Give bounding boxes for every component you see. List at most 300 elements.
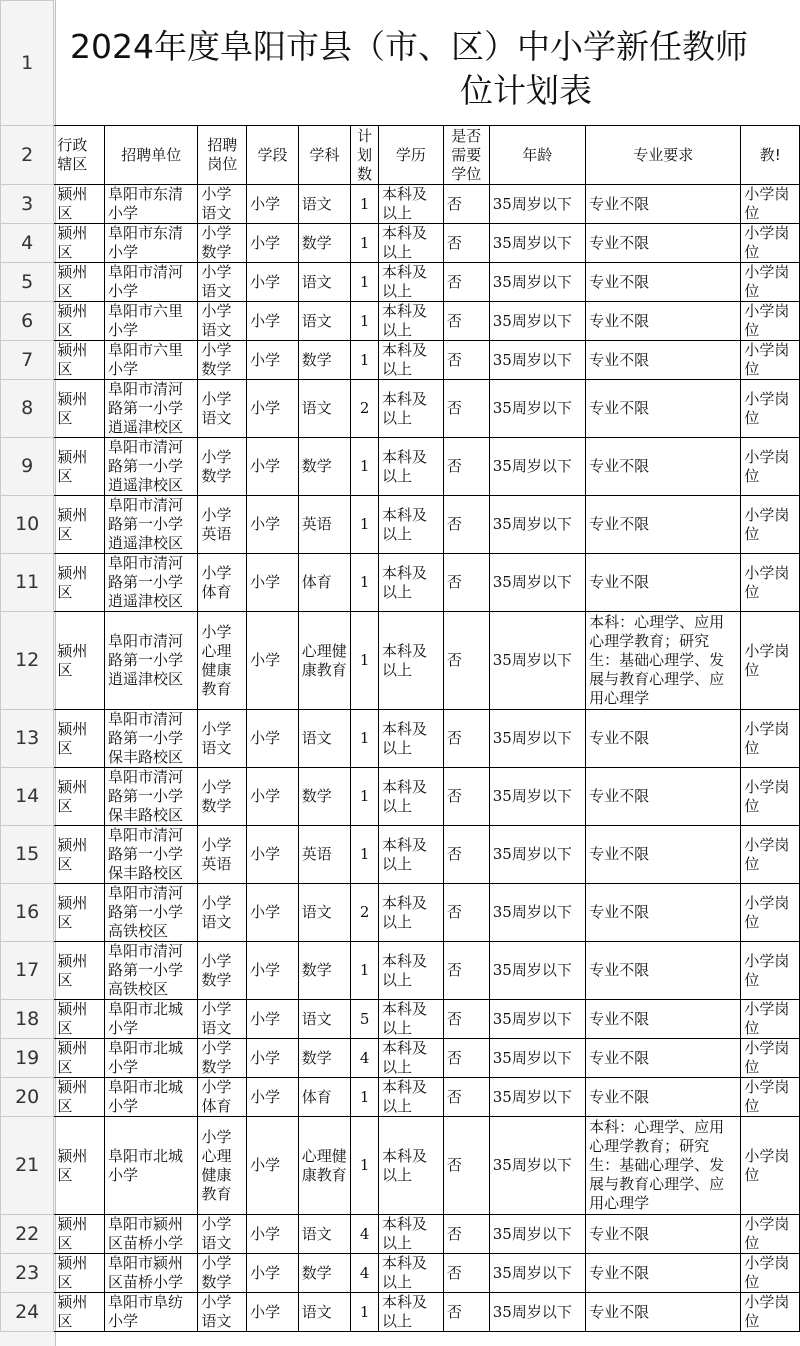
- cell-subject[interactable]: 数学: [298, 438, 351, 496]
- cell-education[interactable]: 本科及以上: [378, 380, 443, 438]
- cell-degree-required[interactable]: 否: [443, 1039, 489, 1078]
- cell-position[interactable]: 小学数学: [198, 341, 247, 380]
- cell-subject[interactable]: 语文: [298, 380, 351, 438]
- table-row: [1, 612, 800, 710]
- cell-stage[interactable]: 小学: [247, 942, 299, 1000]
- cell-plan-count[interactable]: 1: [351, 341, 379, 380]
- row-number[interactable]: 13: [1, 710, 54, 768]
- table-row: [1, 1293, 800, 1332]
- cell-plan-count[interactable]: 1: [351, 826, 379, 884]
- cell-teacher-cert[interactable]: 小学岗位: [741, 185, 800, 224]
- cell-degree-required[interactable]: 否: [443, 826, 489, 884]
- cell-stage[interactable]: 小学: [247, 496, 299, 554]
- header-education[interactable]: 学历: [378, 126, 443, 185]
- cell-age[interactable]: 35周岁以下: [489, 1039, 585, 1078]
- cell-major-requirement[interactable]: 专业不限: [586, 496, 741, 554]
- cell-teacher-cert[interactable]: 小学岗位: [741, 1000, 800, 1039]
- cell-district[interactable]: 颍州区: [54, 942, 105, 1000]
- table-row: [1, 884, 800, 942]
- cell-employer[interactable]: 阜阳市清河路第一小学高铁校区: [104, 884, 198, 942]
- cell-degree-required[interactable]: 否: [443, 438, 489, 496]
- cell-subject[interactable]: 英语: [298, 496, 351, 554]
- cell-employer[interactable]: 阜阳市北城小学: [104, 1039, 198, 1078]
- row-number[interactable]: 24: [1, 1293, 54, 1332]
- row-number[interactable]: 4: [1, 224, 54, 263]
- cell-subject[interactable]: 语文: [298, 710, 351, 768]
- cell-subject[interactable]: 语文: [298, 1215, 351, 1254]
- cell-major-requirement[interactable]: 专业不限: [586, 341, 741, 380]
- cell-subject[interactable]: 语文: [298, 1000, 351, 1039]
- header-subject[interactable]: 学科: [298, 126, 351, 185]
- cell-position[interactable]: 小学语文: [198, 263, 247, 302]
- header-employer[interactable]: 招聘单位: [104, 126, 198, 185]
- cell-employer[interactable]: 阜阳市六里小学: [104, 302, 198, 341]
- cell-stage[interactable]: 小学: [247, 1215, 299, 1254]
- cell-district[interactable]: 颍州区: [54, 768, 105, 826]
- cell-education[interactable]: 本科及以上: [378, 612, 443, 710]
- cell-district[interactable]: 颍州区: [54, 263, 105, 302]
- cell-degree-required[interactable]: 否: [443, 884, 489, 942]
- cell-employer[interactable]: 阜阳市清河路第一小学高铁校区: [104, 942, 198, 1000]
- cell-district[interactable]: 颍州区: [54, 612, 105, 710]
- cell-employer[interactable]: 阜阳市清河路第一小学保丰路校区: [104, 826, 198, 884]
- cell-teacher-cert[interactable]: 小学岗位: [741, 380, 800, 438]
- table-row: [1, 1078, 800, 1117]
- cell-district[interactable]: 颍州区: [54, 710, 105, 768]
- cell-degree-required[interactable]: 否: [443, 768, 489, 826]
- cell-position[interactable]: 小学语文: [198, 185, 247, 224]
- row-number[interactable]: 22: [1, 1215, 54, 1254]
- row-number[interactable]: 1: [1, 1, 54, 126]
- cell-position[interactable]: 小学语文: [198, 884, 247, 942]
- cell-employer[interactable]: 阜阳市清河路第一小学逍遥津校区: [104, 438, 198, 496]
- cell-education[interactable]: 本科及以上: [378, 341, 443, 380]
- cell-age[interactable]: 35周岁以下: [489, 1293, 585, 1332]
- cell-education[interactable]: 本科及以上: [378, 1000, 443, 1039]
- cell-employer[interactable]: 阜阳市北城小学: [104, 1117, 198, 1215]
- cell-employer[interactable]: 阜阳市清河路第一小学逍遥津校区: [104, 554, 198, 612]
- cell-teacher-cert[interactable]: 小学岗位: [741, 1117, 800, 1215]
- cell-major-requirement[interactable]: 专业不限: [586, 1000, 741, 1039]
- cell-age[interactable]: 35周岁以下: [489, 826, 585, 884]
- cell-employer[interactable]: 阜阳市清河路第一小学逍遥津校区: [104, 612, 198, 710]
- cell-degree-required[interactable]: 否: [443, 1215, 489, 1254]
- header-district[interactable]: 行政辖区: [54, 126, 105, 185]
- cell-plan-count[interactable]: 1: [351, 710, 379, 768]
- cell-major-requirement[interactable]: 专业不限: [586, 826, 741, 884]
- table-row: [1, 496, 800, 554]
- cell-age[interactable]: 35周岁以下: [489, 1000, 585, 1039]
- cell-degree-required[interactable]: 否: [443, 1293, 489, 1332]
- cell-stage[interactable]: 小学: [247, 1117, 299, 1215]
- row-number[interactable]: 5: [1, 263, 54, 302]
- cell-stage[interactable]: 小学: [247, 710, 299, 768]
- cell-plan-count[interactable]: 2: [351, 380, 379, 438]
- cell-position[interactable]: 小学体育: [198, 554, 247, 612]
- cell-position[interactable]: 小学数学: [198, 438, 247, 496]
- cell-employer[interactable]: 阜阳市清河路第一小学逍遥津校区: [104, 380, 198, 438]
- cell-plan-count[interactable]: 2: [351, 884, 379, 942]
- cell-district[interactable]: 颍州区: [54, 1215, 105, 1254]
- cell-major-requirement[interactable]: 专业不限: [586, 554, 741, 612]
- header-degree-required[interactable]: 是否需要学位: [443, 126, 489, 185]
- cell-education[interactable]: 本科及以上: [378, 185, 443, 224]
- cell-teacher-cert[interactable]: 小学岗位: [741, 1215, 800, 1254]
- header-teacher-cert[interactable]: 教!: [741, 126, 800, 185]
- cell-teacher-cert[interactable]: 小学岗位: [741, 1293, 800, 1332]
- row-number[interactable]: 2: [1, 126, 54, 185]
- cell-teacher-cert[interactable]: 小学岗位: [741, 1254, 800, 1293]
- row-number[interactable]: 20: [1, 1078, 54, 1117]
- cell-district[interactable]: 颍州区: [54, 1078, 105, 1117]
- cell-degree-required[interactable]: 否: [443, 302, 489, 341]
- cell-teacher-cert[interactable]: 小学岗位: [741, 826, 800, 884]
- table-row: [1, 185, 800, 224]
- table-row: [1, 341, 800, 380]
- cell-district[interactable]: 颍州区: [54, 496, 105, 554]
- cell-employer[interactable]: 阜阳市东清小学: [104, 224, 198, 263]
- cell-education[interactable]: 本科及以上: [378, 302, 443, 341]
- cell-stage[interactable]: 小学: [247, 1078, 299, 1117]
- cell-stage[interactable]: 小学: [247, 438, 299, 496]
- row-number[interactable]: 12: [1, 612, 54, 710]
- cell-plan-count[interactable]: 1: [351, 438, 379, 496]
- cell-education[interactable]: 本科及以上: [378, 1293, 443, 1332]
- cell-subject[interactable]: 语文: [298, 185, 351, 224]
- cell-subject[interactable]: 数学: [298, 768, 351, 826]
- cell-degree-required[interactable]: 否: [443, 1078, 489, 1117]
- cell-position[interactable]: 小学语文: [198, 1293, 247, 1332]
- cell-education[interactable]: 本科及以上: [378, 224, 443, 263]
- cell-plan-count[interactable]: 1: [351, 263, 379, 302]
- cell-teacher-cert[interactable]: 小学岗位: [741, 302, 800, 341]
- table-row: [1, 826, 800, 884]
- cell-subject[interactable]: 数学: [298, 224, 351, 263]
- cell-degree-required[interactable]: 否: [443, 380, 489, 438]
- header-position[interactable]: 招聘岗位: [198, 126, 247, 185]
- cell-position[interactable]: 小学语文: [198, 1215, 247, 1254]
- cell-age[interactable]: 35周岁以下: [489, 1117, 585, 1215]
- cell-age[interactable]: 35周岁以下: [489, 438, 585, 496]
- cell-employer[interactable]: 阜阳市清河路第一小学逍遥津校区: [104, 496, 198, 554]
- cell-subject[interactable]: 数学: [298, 1254, 351, 1293]
- cell-age[interactable]: 35周岁以下: [489, 224, 585, 263]
- cell-teacher-cert[interactable]: 小学岗位: [741, 496, 800, 554]
- row-number[interactable]: 18: [1, 1000, 54, 1039]
- cell-subject[interactable]: 心理健康教育: [298, 1117, 351, 1215]
- cell-position[interactable]: 小学数学: [198, 942, 247, 1000]
- row-number[interactable]: 21: [1, 1117, 54, 1215]
- table-row: [1, 1000, 800, 1039]
- cell-age[interactable]: 35周岁以下: [489, 612, 585, 710]
- cell-position[interactable]: 小学心理健康教育: [198, 612, 247, 710]
- cell-position[interactable]: 小学数学: [198, 1039, 247, 1078]
- header-major-requirement[interactable]: 专业要求: [586, 126, 741, 185]
- cell-age[interactable]: 35周岁以下: [489, 884, 585, 942]
- row-number[interactable]: 7: [1, 341, 54, 380]
- cell-district[interactable]: 颍州区: [54, 826, 105, 884]
- cell-degree-required[interactable]: 否: [443, 496, 489, 554]
- cell-stage[interactable]: 小学: [247, 341, 299, 380]
- cell-major-requirement[interactable]: 专业不限: [586, 224, 741, 263]
- table-row: [1, 554, 800, 612]
- cell-subject[interactable]: 语文: [298, 1293, 351, 1332]
- cell-age[interactable]: 35周岁以下: [489, 341, 585, 380]
- cell-subject[interactable]: 体育: [298, 554, 351, 612]
- cell-district[interactable]: 颍州区: [54, 341, 105, 380]
- cell-age[interactable]: 35周岁以下: [489, 263, 585, 302]
- cell-teacher-cert[interactable]: 小学岗位: [741, 263, 800, 302]
- cell-position[interactable]: 小学心理健康教育: [198, 1117, 247, 1215]
- cell-teacher-cert[interactable]: 小学岗位: [741, 554, 800, 612]
- table-row: [1, 942, 800, 1000]
- row-number[interactable]: 23: [1, 1254, 54, 1293]
- cell-plan-count[interactable]: 5: [351, 1000, 379, 1039]
- cell-major-requirement[interactable]: 专业不限: [586, 438, 741, 496]
- cell-major-requirement[interactable]: 专业不限: [586, 768, 741, 826]
- cell-position[interactable]: 小学语文: [198, 1000, 247, 1039]
- cell-teacher-cert[interactable]: 小学岗位: [741, 341, 800, 380]
- cell-age[interactable]: 35周岁以下: [489, 185, 585, 224]
- cell-education[interactable]: 本科及以上: [378, 438, 443, 496]
- cell-position[interactable]: 小学体育: [198, 1078, 247, 1117]
- cell-teacher-cert[interactable]: 小学岗位: [741, 1039, 800, 1078]
- cell-position[interactable]: 小学英语: [198, 826, 247, 884]
- cell-employer[interactable]: 阜阳市颍州区苗桥小学: [104, 1215, 198, 1254]
- cell-plan-count[interactable]: 4: [351, 1215, 379, 1254]
- cell-major-requirement[interactable]: 专业不限: [586, 1293, 741, 1332]
- cell-plan-count[interactable]: 1: [351, 1293, 379, 1332]
- row-number[interactable]: 14: [1, 768, 54, 826]
- table-row: [1, 1254, 800, 1293]
- header-age[interactable]: 年龄: [489, 126, 585, 185]
- cell-plan-count[interactable]: 1: [351, 612, 379, 710]
- cell-degree-required[interactable]: 否: [443, 185, 489, 224]
- cell-position[interactable]: 小学语文: [198, 380, 247, 438]
- cell-stage[interactable]: 小学: [247, 185, 299, 224]
- cell-major-requirement[interactable]: 专业不限: [586, 1078, 741, 1117]
- cell-education[interactable]: 本科及以上: [378, 496, 443, 554]
- row-number[interactable]: 10: [1, 496, 54, 554]
- cell-plan-count[interactable]: 1: [351, 1117, 379, 1215]
- cell-plan-count[interactable]: 1: [351, 942, 379, 1000]
- cell-age[interactable]: 35周岁以下: [489, 768, 585, 826]
- cell-district[interactable]: 颍州区: [54, 1039, 105, 1078]
- cell-district[interactable]: 颍州区: [54, 185, 105, 224]
- cell-major-requirement[interactable]: 专业不限: [586, 263, 741, 302]
- cell-district[interactable]: 颍州区: [54, 380, 105, 438]
- table-row: [1, 1215, 800, 1254]
- cell-stage[interactable]: 小学: [247, 1000, 299, 1039]
- cell-plan-count[interactable]: 1: [351, 185, 379, 224]
- cell-major-requirement[interactable]: 专业不限: [586, 942, 741, 1000]
- cell-education[interactable]: 本科及以上: [378, 942, 443, 1000]
- table-row: [1, 1039, 800, 1078]
- cell-degree-required[interactable]: 否: [443, 612, 489, 710]
- cell-district[interactable]: 颍州区: [54, 1293, 105, 1332]
- cell-employer[interactable]: 阜阳市北城小学: [104, 1000, 198, 1039]
- cell-teacher-cert[interactable]: 小学岗位: [741, 884, 800, 942]
- row-number[interactable]: 17: [1, 942, 54, 1000]
- cell-teacher-cert[interactable]: 小学岗位: [741, 224, 800, 263]
- cell-district[interactable]: 颍州区: [54, 1254, 105, 1293]
- cell-education[interactable]: 本科及以上: [378, 1039, 443, 1078]
- cell-employer[interactable]: 阜阳市阜纺小学: [104, 1293, 198, 1332]
- row-number[interactable]: 8: [1, 380, 54, 438]
- cell-degree-required[interactable]: 否: [443, 224, 489, 263]
- cell-teacher-cert[interactable]: 小学岗位: [741, 438, 800, 496]
- cell-district[interactable]: 颍州区: [54, 884, 105, 942]
- cell-district[interactable]: 颍州区: [54, 554, 105, 612]
- cell-plan-count[interactable]: 1: [351, 554, 379, 612]
- cell-subject[interactable]: 语文: [298, 263, 351, 302]
- cell-employer[interactable]: 阜阳市六里小学: [104, 341, 198, 380]
- cell-major-requirement[interactable]: 专业不限: [586, 710, 741, 768]
- cell-position[interactable]: 小学语文: [198, 710, 247, 768]
- cell-education[interactable]: 本科及以上: [378, 1254, 443, 1293]
- cell-degree-required[interactable]: 否: [443, 1254, 489, 1293]
- cell-education[interactable]: 本科及以上: [378, 710, 443, 768]
- cell-age[interactable]: 35周岁以下: [489, 302, 585, 341]
- table-row: [1, 224, 800, 263]
- cell-age[interactable]: 35周岁以下: [489, 710, 585, 768]
- header-plan-count[interactable]: 计划数: [351, 126, 379, 185]
- row-number[interactable]: 16: [1, 884, 54, 942]
- cell-stage[interactable]: 小学: [247, 224, 299, 263]
- cell-teacher-cert[interactable]: 小学岗位: [741, 942, 800, 1000]
- cell-district[interactable]: 颍州区: [54, 224, 105, 263]
- cell-stage[interactable]: 小学: [247, 380, 299, 438]
- cell-stage[interactable]: 小学: [247, 826, 299, 884]
- cell-degree-required[interactable]: 否: [443, 1000, 489, 1039]
- cell-plan-count[interactable]: 1: [351, 496, 379, 554]
- cell-stage[interactable]: 小学: [247, 1039, 299, 1078]
- cell-employer[interactable]: 阜阳市北城小学: [104, 1078, 198, 1117]
- cell-district[interactable]: 颍州区: [54, 1117, 105, 1215]
- cell-major-requirement[interactable]: 专业不限: [586, 884, 741, 942]
- cell-employer[interactable]: 阜阳市东清小学: [104, 185, 198, 224]
- cell-plan-count[interactable]: 4: [351, 1254, 379, 1293]
- table-row: [1, 438, 800, 496]
- cell-teacher-cert[interactable]: 小学岗位: [741, 612, 800, 710]
- cell-age[interactable]: 35周岁以下: [489, 554, 585, 612]
- cell-stage[interactable]: 小学: [247, 612, 299, 710]
- cell-degree-required[interactable]: 否: [443, 263, 489, 302]
- row-number[interactable]: 3: [1, 185, 54, 224]
- cell-district[interactable]: 颍州区: [54, 438, 105, 496]
- cell-position[interactable]: 小学数学: [198, 224, 247, 263]
- table-row: [1, 1117, 800, 1215]
- cell-age[interactable]: 35周岁以下: [489, 942, 585, 1000]
- cell-degree-required[interactable]: 否: [443, 710, 489, 768]
- cell-subject[interactable]: 数学: [298, 1039, 351, 1078]
- cell-education[interactable]: 本科及以上: [378, 826, 443, 884]
- cell-plan-count[interactable]: 1: [351, 224, 379, 263]
- cell-degree-required[interactable]: 否: [443, 554, 489, 612]
- cell-employer[interactable]: 阜阳市清河路第一小学保丰路校区: [104, 768, 198, 826]
- cell-age[interactable]: 35周岁以下: [489, 1078, 585, 1117]
- row-number[interactable]: 15: [1, 826, 54, 884]
- page-title: 2024年度阜阳市县（市、区）中小学新任教师: [70, 27, 748, 66]
- cell-subject[interactable]: 体育: [298, 1078, 351, 1117]
- cell-major-requirement[interactable]: 专业不限: [586, 1215, 741, 1254]
- cell-subject[interactable]: 语文: [298, 302, 351, 341]
- cell-position[interactable]: 小学数学: [198, 1254, 247, 1293]
- cell-teacher-cert[interactable]: 小学岗位: [741, 768, 800, 826]
- cell-employer[interactable]: 阜阳市清河小学: [104, 263, 198, 302]
- cell-education[interactable]: 本科及以上: [378, 554, 443, 612]
- cell-degree-required[interactable]: 否: [443, 1117, 489, 1215]
- cell-subject[interactable]: 数学: [298, 942, 351, 1000]
- cell-plan-count[interactable]: 1: [351, 302, 379, 341]
- cell-age[interactable]: 35周岁以下: [489, 1254, 585, 1293]
- cell-subject[interactable]: 英语: [298, 826, 351, 884]
- cell-teacher-cert[interactable]: 小学岗位: [741, 1078, 800, 1117]
- cell-major-requirement[interactable]: 专业不限: [586, 302, 741, 341]
- cell-subject[interactable]: 心理健康教育: [298, 612, 351, 710]
- table-row: [1, 380, 800, 438]
- cell-employer[interactable]: 阜阳市颍州区苗桥小学: [104, 1254, 198, 1293]
- cell-education[interactable]: 本科及以上: [378, 1117, 443, 1215]
- cell-position[interactable]: 小学语文: [198, 302, 247, 341]
- cell-position[interactable]: 小学数学: [198, 768, 247, 826]
- page-title-line2: 位计划表: [460, 71, 592, 110]
- table-row: [1, 768, 800, 826]
- cell-major-requirement[interactable]: 本科：心理学、应用心理学教育；研究生：基础心理学、发展与教育心理学、应用心理学: [586, 1117, 741, 1215]
- cell-stage[interactable]: 小学: [247, 302, 299, 341]
- row-number[interactable]: 11: [1, 554, 54, 612]
- cell-employer[interactable]: 阜阳市清河路第一小学保丰路校区: [104, 710, 198, 768]
- cell-stage[interactable]: 小学: [247, 884, 299, 942]
- cell-age[interactable]: 35周岁以下: [489, 496, 585, 554]
- header-stage[interactable]: 学段: [247, 126, 299, 185]
- row-number[interactable]: 19: [1, 1039, 54, 1078]
- table-row: [1, 263, 800, 302]
- cell-district[interactable]: 颍州区: [54, 302, 105, 341]
- cell-age[interactable]: 35周岁以下: [489, 380, 585, 438]
- cell-district[interactable]: 颍州区: [54, 1000, 105, 1039]
- cell-major-requirement[interactable]: 专业不限: [586, 1254, 741, 1293]
- cell-major-requirement[interactable]: 专业不限: [586, 185, 741, 224]
- table-row: [1, 710, 800, 768]
- cell-stage[interactable]: 小学: [247, 768, 299, 826]
- cell-education[interactable]: 本科及以上: [378, 1078, 443, 1117]
- cell-stage[interactable]: 小学: [247, 1254, 299, 1293]
- cell-education[interactable]: 本科及以上: [378, 768, 443, 826]
- cell-major-requirement[interactable]: 本科：心理学、应用心理学教育；研究生：基础心理学、发展与教育心理学、应用心理学: [586, 612, 741, 710]
- cell-stage[interactable]: 小学: [247, 263, 299, 302]
- cell-education[interactable]: 本科及以上: [378, 884, 443, 942]
- cell-plan-count[interactable]: 1: [351, 768, 379, 826]
- cell-major-requirement[interactable]: 专业不限: [586, 1039, 741, 1078]
- cell-age[interactable]: 35周岁以下: [489, 1215, 585, 1254]
- cell-position[interactable]: 小学英语: [198, 496, 247, 554]
- cell-plan-count[interactable]: 1: [351, 1078, 379, 1117]
- cell-subject[interactable]: 语文: [298, 884, 351, 942]
- row-number[interactable]: 9: [1, 438, 54, 496]
- cell-education[interactable]: 本科及以上: [378, 1215, 443, 1254]
- cell-degree-required[interactable]: 否: [443, 942, 489, 1000]
- cell-degree-required[interactable]: 否: [443, 341, 489, 380]
- cell-stage[interactable]: 小学: [247, 554, 299, 612]
- cell-stage[interactable]: 小学: [247, 1293, 299, 1332]
- cell-major-requirement[interactable]: 专业不限: [586, 380, 741, 438]
- cell-teacher-cert[interactable]: 小学岗位: [741, 710, 800, 768]
- cell-plan-count[interactable]: 4: [351, 1039, 379, 1078]
- row-number[interactable]: 6: [1, 302, 54, 341]
- cell-education[interactable]: 本科及以上: [378, 263, 443, 302]
- cell-subject[interactable]: 数学: [298, 341, 351, 380]
